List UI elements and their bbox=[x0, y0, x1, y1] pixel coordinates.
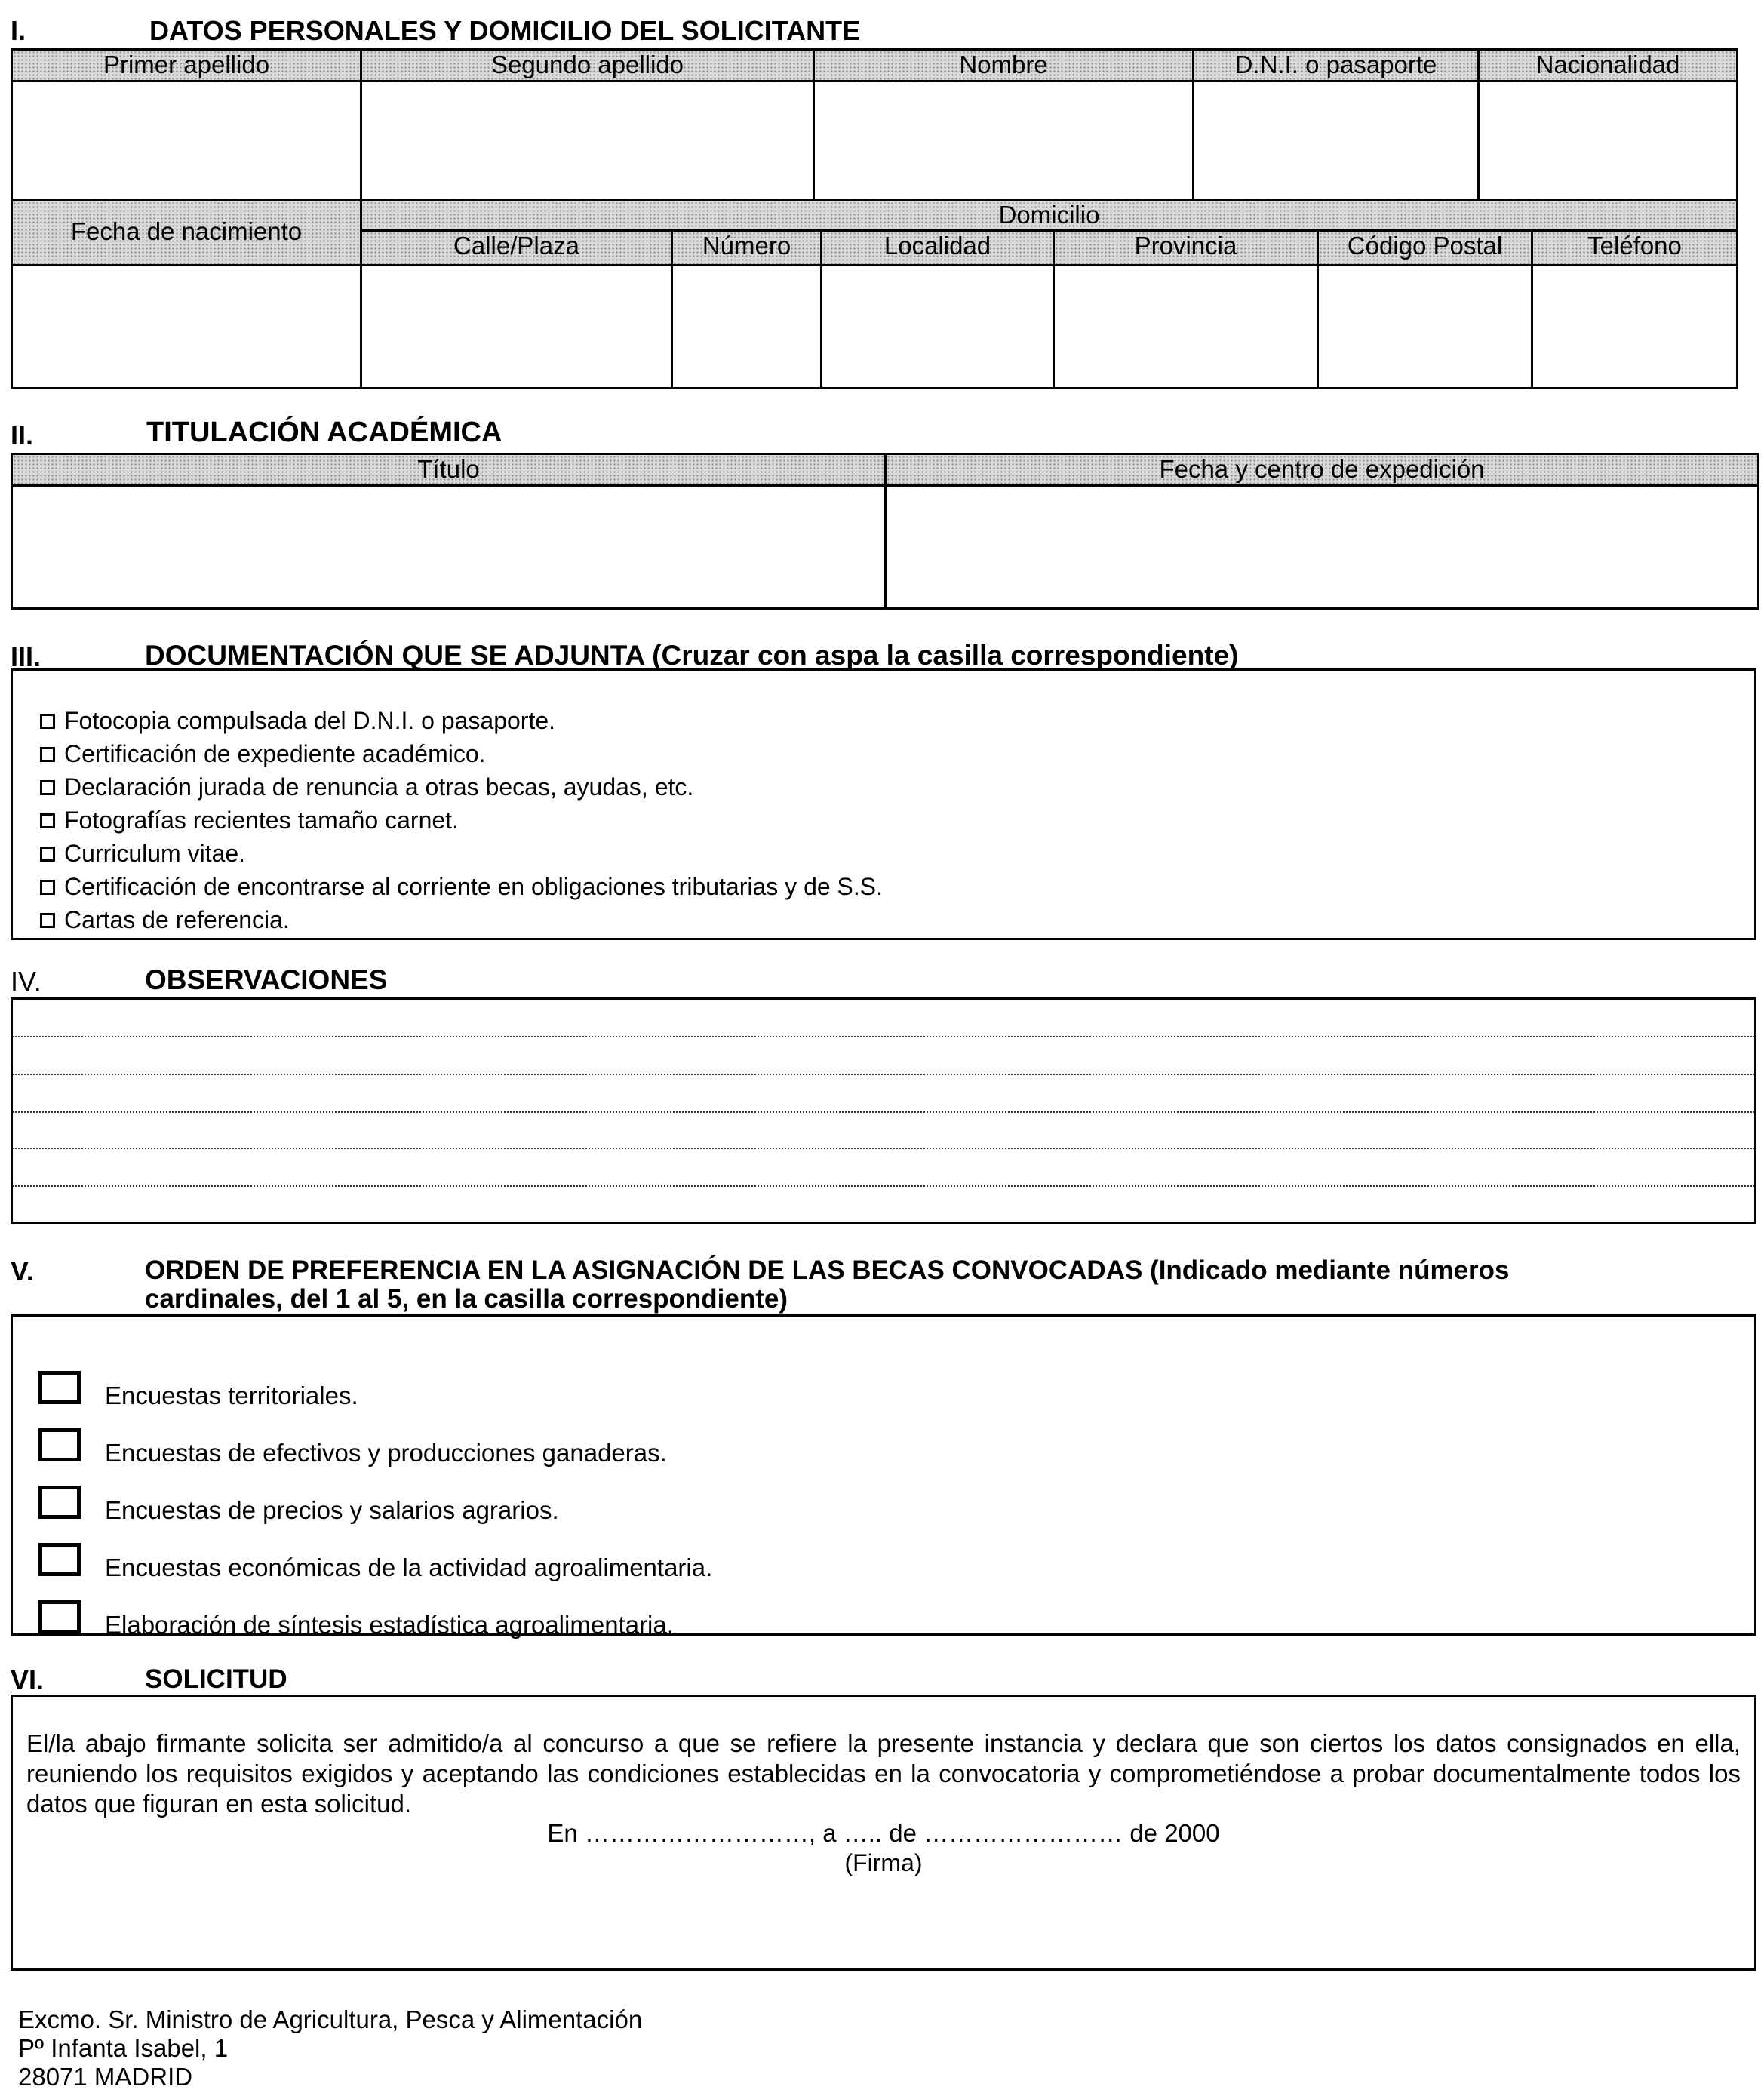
solicitud-firma: (Firma) bbox=[844, 1849, 923, 1876]
solicitud-text: El/la abajo firmante solicita ser admitido/a al concurso a que se refiere la presente instancia y declara que son ciertos los datos consignados en ella, reuniendo los requisitos exigidos y aceptando las condiciones establecidas en la convocatoria y comprometiéndose a probar documentalmente todos los datos que figuran en esta solicitud. bbox=[26, 1729, 1741, 1818]
doc-item-dni[interactable] bbox=[40, 707, 555, 735]
observaciones-line bbox=[13, 1074, 1754, 1075]
doc-item-label: Declaración jurada de renuncia a otras becas, ayudas, etc. bbox=[64, 773, 694, 801]
nombre-field[interactable] bbox=[815, 82, 1194, 201]
primer-apellido-field[interactable] bbox=[13, 82, 362, 201]
solicitud-place-date: En ………………………, a ….. de …………………… de 2000 bbox=[547, 1819, 1220, 1847]
header-calle-plaza: Calle/Plaza bbox=[362, 232, 673, 266]
segundo-apellido-field[interactable] bbox=[362, 82, 815, 201]
section-5-title-line1: ORDEN DE PREFERENCIA EN LA ASIGNACIÓN DE LAS BECAS CONVOCADAS (Indicado mediante números bbox=[145, 1255, 1510, 1285]
pref-item-label: Encuestas económicas de la actividad agroalimentaria. bbox=[105, 1554, 713, 1581]
section-2-number: II. bbox=[11, 419, 34, 450]
header-provincia: Provincia bbox=[1055, 232, 1319, 266]
header-domicilio: Domicilio bbox=[362, 201, 1736, 232]
documentacion-box bbox=[11, 668, 1756, 940]
preference-box-icon[interactable] bbox=[38, 1371, 81, 1404]
header-numero: Número bbox=[673, 232, 822, 266]
checkbox-icon[interactable] bbox=[40, 780, 55, 795]
header-titulo: Título bbox=[13, 455, 887, 487]
observaciones-box[interactable] bbox=[11, 997, 1756, 1224]
header-segundo-apellido: Segundo apellido bbox=[362, 51, 815, 82]
observaciones-line bbox=[13, 1111, 1754, 1113]
doc-item-label: Cartas de referencia. bbox=[64, 906, 290, 933]
header-nombre: Nombre bbox=[815, 51, 1194, 82]
preference-box-icon[interactable] bbox=[38, 1428, 81, 1461]
pref-item-label: Encuestas de efectivos y producciones ganaderas. bbox=[105, 1439, 667, 1467]
pref-item-label: Encuestas territoriales. bbox=[105, 1381, 358, 1409]
header-fecha-centro: Fecha y centro de expedición bbox=[887, 455, 1757, 487]
preference-box-icon[interactable] bbox=[38, 1486, 81, 1519]
doc-item-certificacion[interactable] bbox=[40, 873, 883, 901]
solicitud-box bbox=[11, 1695, 1756, 1971]
doc-item-declaracion[interactable] bbox=[40, 773, 693, 801]
pref-item-precios[interactable] bbox=[38, 1496, 559, 1525]
checkbox-icon[interactable] bbox=[40, 813, 55, 828]
section-3-title: DOCUMENTACIÓN QUE SE ADJUNTA (Cruzar con aspa la casilla correspondiente) bbox=[145, 640, 1239, 671]
section-4-number: IV. bbox=[11, 966, 41, 997]
personal-data-table bbox=[11, 48, 1738, 389]
section-3-number: III. bbox=[11, 641, 41, 672]
provincia-field[interactable] bbox=[1055, 266, 1319, 387]
header-codigo-postal: Código Postal bbox=[1319, 232, 1533, 266]
header-dni: D.N.I. o pasaporte bbox=[1194, 51, 1480, 82]
doc-item-label: Certificación de expediente académico. bbox=[64, 740, 486, 767]
header-nacionalidad: Nacionalidad bbox=[1480, 51, 1736, 82]
preference-box-icon[interactable] bbox=[38, 1600, 81, 1633]
section-2-title: TITULACIÓN ACADÉMICA bbox=[146, 416, 502, 448]
header-fecha-nacimiento: Fecha de nacimiento bbox=[13, 201, 362, 266]
footer-line-2: Pº Infanta Isabel, 1 bbox=[18, 2034, 229, 2062]
pref-item-economicas[interactable] bbox=[38, 1554, 712, 1582]
section-6-number: VI. bbox=[11, 1664, 45, 1695]
doc-item-label: Fotocopia compulsada del D.N.I. o pasaporte. bbox=[64, 707, 556, 734]
numero-field[interactable] bbox=[673, 266, 822, 387]
pref-item-sintesis[interactable] bbox=[38, 1611, 674, 1640]
checkbox-icon[interactable] bbox=[40, 714, 55, 729]
titulo-field[interactable] bbox=[13, 487, 887, 607]
section-5-title-line2: cardinales, del 1 al 5, en la casilla correspondiente) bbox=[145, 1284, 788, 1314]
observaciones-line bbox=[13, 1185, 1754, 1187]
preference-box-icon[interactable] bbox=[38, 1543, 81, 1576]
codigo-postal-field[interactable] bbox=[1319, 266, 1533, 387]
observaciones-line bbox=[13, 1148, 1754, 1149]
titulacion-table bbox=[11, 453, 1759, 610]
footer-line-1: Excmo. Sr. Ministro de Agricultura, Pesca y Alimentación bbox=[18, 2005, 643, 2033]
header-telefono: Teléfono bbox=[1533, 232, 1736, 266]
doc-item-expediente[interactable] bbox=[40, 740, 486, 768]
doc-item-curriculum[interactable] bbox=[40, 840, 245, 868]
checkbox-icon[interactable] bbox=[40, 847, 55, 862]
localidad-field[interactable] bbox=[822, 266, 1055, 387]
fecha-nacimiento-field[interactable] bbox=[13, 266, 362, 387]
section-6-title: SOLICITUD bbox=[145, 1664, 287, 1694]
checkbox-icon[interactable] bbox=[40, 747, 55, 762]
preferencia-box bbox=[11, 1314, 1756, 1639]
checkbox-icon[interactable] bbox=[40, 913, 55, 928]
footer-line-3: 28071 MADRID bbox=[18, 2063, 193, 2091]
pref-item-label: Elaboración de síntesis estadística agroalimentaria. bbox=[105, 1611, 674, 1639]
pref-item-label: Encuestas de precios y salarios agrarios. bbox=[105, 1496, 559, 1524]
dni-field[interactable] bbox=[1194, 82, 1480, 201]
section-4-title: OBSERVACIONES bbox=[145, 964, 388, 995]
footer-address bbox=[18, 2005, 642, 2091]
section-1-title: DATOS PERSONALES Y DOMICILIO DEL SOLICITANTE bbox=[149, 15, 861, 46]
header-primer-apellido: Primer apellido bbox=[13, 51, 362, 82]
telefono-field[interactable] bbox=[1533, 266, 1736, 387]
doc-item-label: Fotografías recientes tamaño carnet. bbox=[64, 807, 459, 834]
observaciones-line bbox=[13, 1036, 1754, 1037]
pref-item-ganaderas[interactable] bbox=[38, 1439, 667, 1467]
doc-item-label: Certificación de encontrarse al corriente en obligaciones tributarias y de S.S. bbox=[64, 873, 884, 900]
pref-item-territoriales[interactable] bbox=[38, 1381, 358, 1410]
checkbox-icon[interactable] bbox=[40, 880, 55, 895]
calle-plaza-field[interactable] bbox=[362, 266, 673, 387]
doc-item-fotografias[interactable] bbox=[40, 807, 459, 834]
section-5-number: V. bbox=[11, 1255, 34, 1286]
header-localidad: Localidad bbox=[822, 232, 1055, 266]
nacionalidad-field[interactable] bbox=[1480, 82, 1736, 201]
doc-item-label: Curriculum vitae. bbox=[64, 840, 246, 867]
section-1-number: I. bbox=[11, 15, 26, 46]
fecha-centro-field[interactable] bbox=[887, 487, 1757, 607]
doc-item-cartas[interactable] bbox=[40, 906, 290, 934]
